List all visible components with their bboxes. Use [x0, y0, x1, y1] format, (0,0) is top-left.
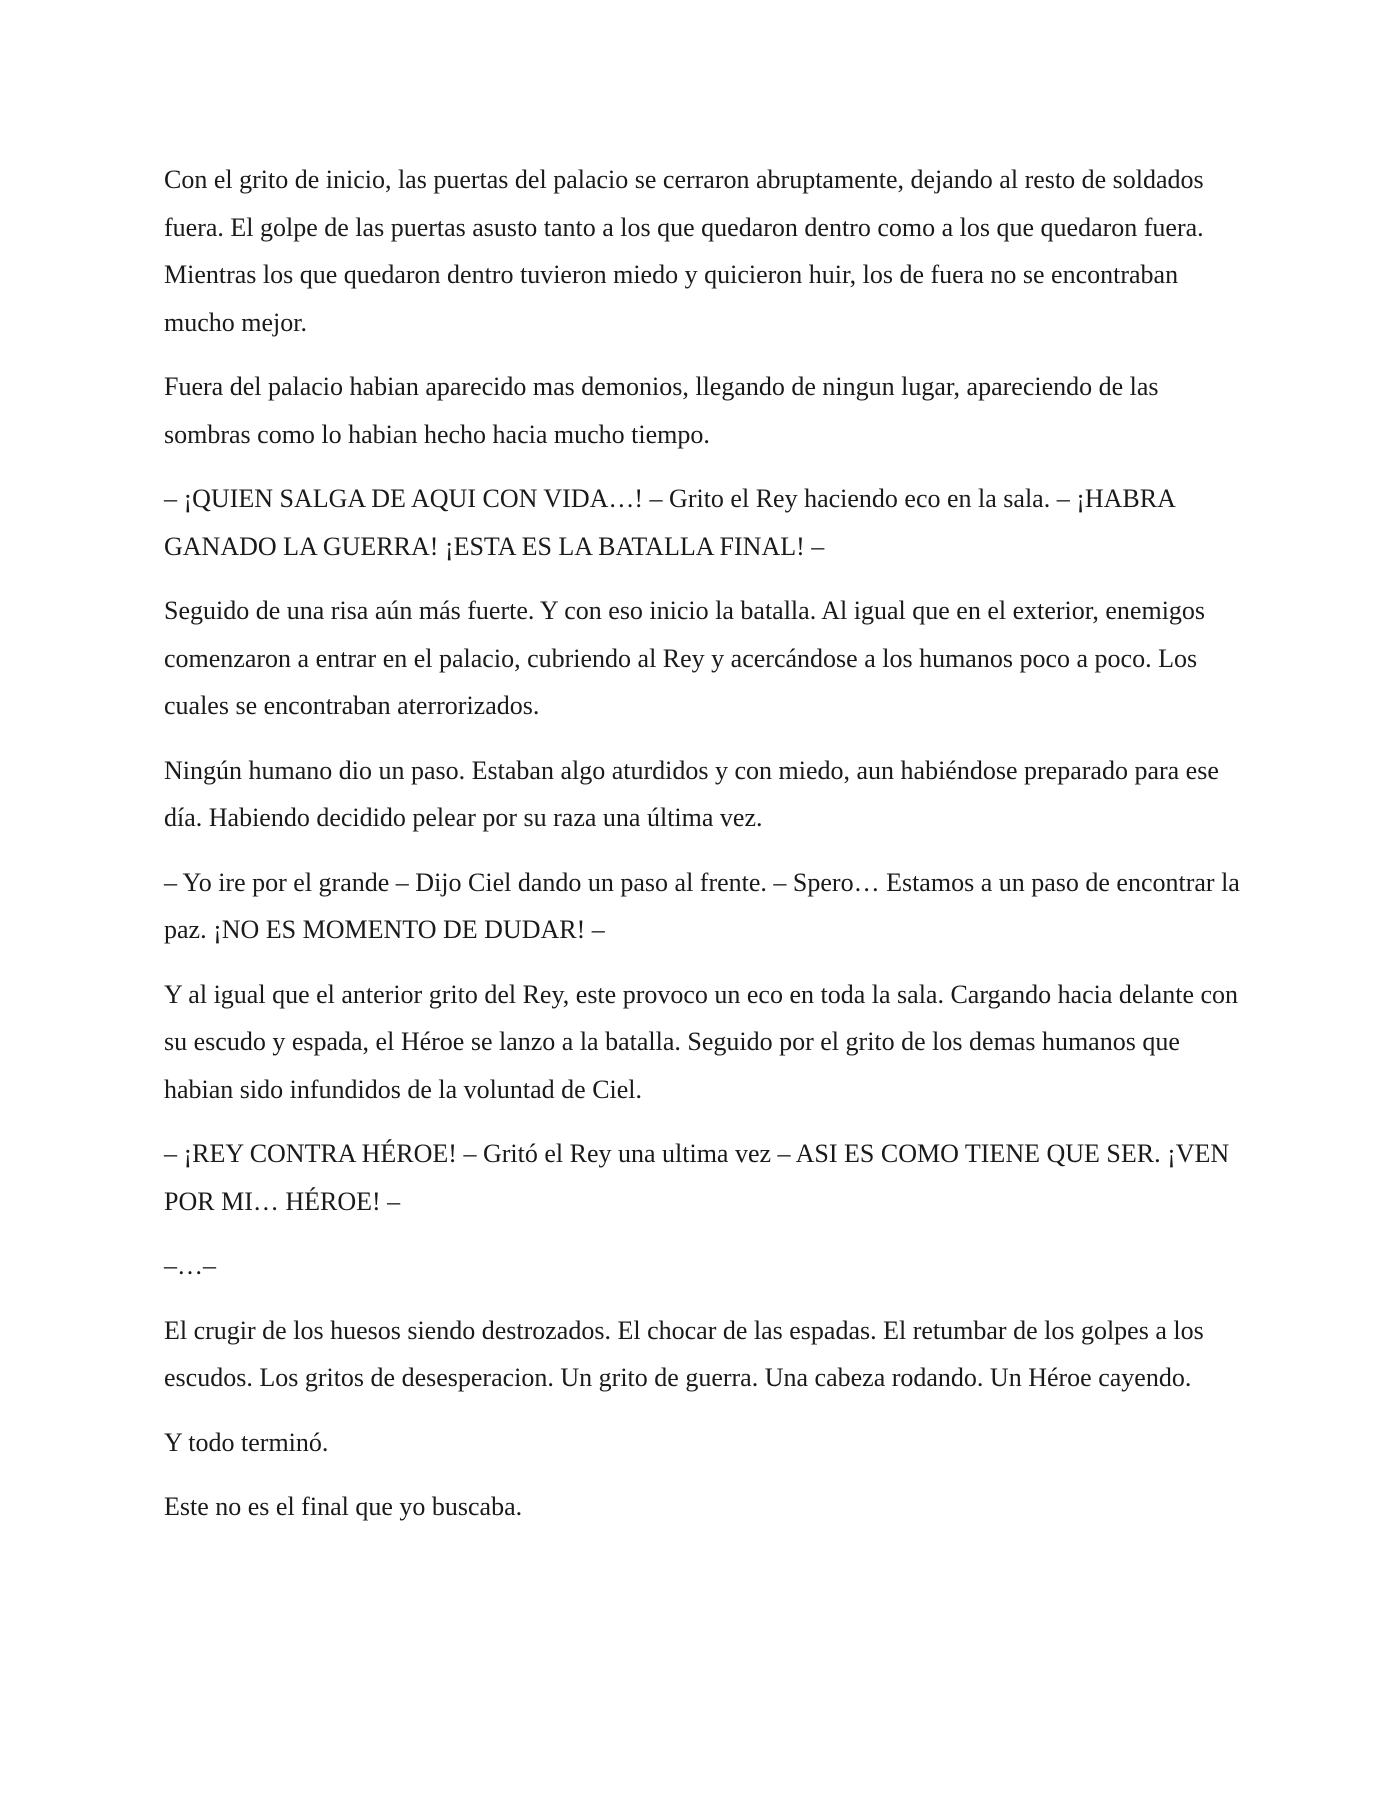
paragraph-7: Y al igual que el anterior grito del Rey, este provoco un eco en toda la sala. Cargando hacia delante con su escudo y espada, el Héroe se lanzo a la batalla. Seguido por el grito de los demas humanos que habian sido infundidos de la voluntad de Ciel.	[164, 979, 1239, 1104]
document-body	[164, 156, 1244, 1548]
paragraph-4: Seguido de una risa aún más fuerte. Y con eso inicio la batalla. Al igual que en el exterior, enemigos comenzaron a entrar en el palacio, cubriendo al Rey y acercándose a los humanos poco a poco. Los cuales se encontraban aterrorizados.	[164, 596, 1206, 720]
paragraph-2: Fuera del palacio habian aparecido mas demonios, llegando de ningun lugar, apareciendo de las sombras como lo habian hecho hacia mucho tiempo.	[164, 372, 1159, 449]
paragraph-5: Ningún humano dio un paso. Estaban algo aturdidos y con miedo, aun habiéndose preparado para ese día. Habiendo decidido pelear por su raza una última vez.	[164, 755, 1219, 832]
paragraph-8: – ¡REY CONTRA HÉROE! – Gritó el Rey una ultima vez – ASI ES COMO TIENE QUE SER. ¡VEN POR MI… HÉROE! –	[164, 1139, 1230, 1216]
paragraph-3: – ¡QUIEN SALGA DE AQUI CON VIDA…! – Grito el Rey haciendo eco en la sala. – ¡HABRA GANADO LA GUERRA! ¡ESTA ES LA BATALLA FINAL! –	[164, 484, 1175, 561]
paragraph-10: El crugir de los huesos siendo destrozados. El chocar de las espadas. El retumbar de los golpes a los escudos. Los gritos de desesperacion. Un grito de guerra. Una cabeza rodando. Un Héroe cayendo.	[164, 1315, 1204, 1392]
paragraph-1: Con el grito de inicio, las puertas del palacio se cerraron abruptamente, dejando al resto de soldados fuera. El golpe de las puertas asusto tanto a los que quedaron dentro como a los que quedaron fuera. Mientras los que quedaron dentro tuvieron miedo y quicieron huir, los de fuera no se encontraban mucho mejor.	[164, 165, 1204, 337]
paragraph-11: Y todo terminó.	[164, 1427, 329, 1457]
paragraph-12: Este no es el final que yo buscaba.	[164, 1492, 523, 1521]
paragraph-9: –…–	[164, 1251, 216, 1280]
paragraph-6: – Yo ire por el grande – Dijo Ciel dando un paso al frente. – Spero… Estamos a un paso de encontrar la paz. ¡NO ES MOMENTO DE DUDAR! –	[164, 867, 1240, 944]
